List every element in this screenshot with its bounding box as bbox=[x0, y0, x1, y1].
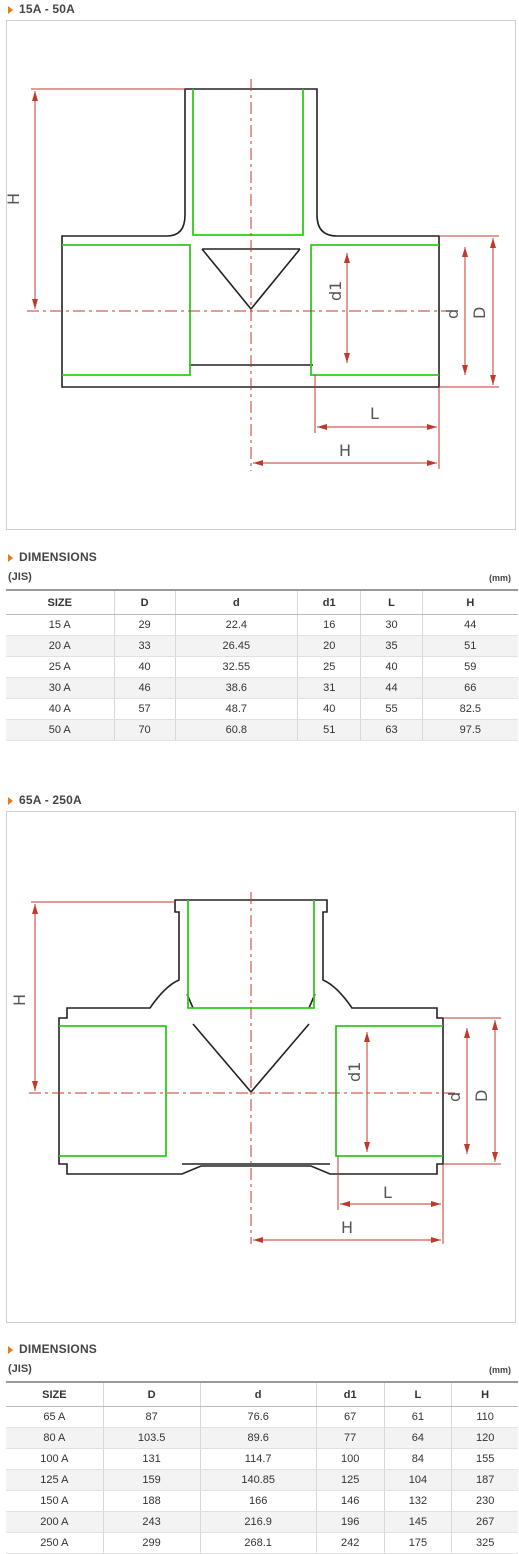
tee-diagram-large bbox=[6, 811, 516, 1323]
table-cell: 20 A bbox=[6, 636, 114, 657]
dim-label-D: D bbox=[470, 306, 489, 319]
table-cell: 35 bbox=[361, 636, 422, 657]
table-cell: 25 A bbox=[6, 657, 114, 678]
col-header: d1 bbox=[316, 1382, 384, 1407]
table-cell: 110 bbox=[452, 1407, 518, 1428]
table-cell: 33 bbox=[114, 636, 175, 657]
col-header: SIZE bbox=[6, 590, 114, 615]
table-row bbox=[6, 1491, 518, 1512]
unit-label-2: (mm) bbox=[489, 1365, 511, 1375]
table-cell: 175 bbox=[384, 1533, 452, 1554]
standard-label-2: (JIS) bbox=[8, 1363, 32, 1375]
table-cell: 66 bbox=[422, 678, 518, 699]
dimensions-heading-text: DIMENSIONS bbox=[19, 550, 98, 564]
col-header: d bbox=[175, 590, 297, 615]
table-cell: 159 bbox=[103, 1470, 200, 1491]
tee-drawing-small bbox=[4, 21, 515, 529]
dim-label-d: d bbox=[443, 308, 462, 319]
table-cell: 188 bbox=[103, 1491, 200, 1512]
table-cell: 299 bbox=[103, 1533, 200, 1554]
tee-diagram-small bbox=[6, 20, 516, 530]
table-cell: 87 bbox=[103, 1407, 200, 1428]
table-row bbox=[6, 1512, 518, 1533]
table-cell: 268.1 bbox=[200, 1533, 316, 1554]
table-cell: 15 A bbox=[6, 615, 114, 636]
table-cell: 82.5 bbox=[422, 699, 518, 720]
section-title-text: 15A - 50A bbox=[19, 2, 76, 16]
table-cell: 80 A bbox=[6, 1428, 103, 1449]
table-cell: 31 bbox=[297, 678, 360, 699]
bullet-arrow-icon bbox=[8, 554, 13, 562]
table-cell: 32.55 bbox=[175, 657, 297, 678]
table-cell: 100 A bbox=[6, 1449, 103, 1470]
table-cell: 250 A bbox=[6, 1533, 103, 1554]
table-cell: 196 bbox=[316, 1512, 384, 1533]
dimensions-heading-2 bbox=[8, 1342, 97, 1356]
dim-label-L: L bbox=[383, 1183, 392, 1202]
table-cell: 65 A bbox=[6, 1407, 103, 1428]
table-cell: 55 bbox=[361, 699, 422, 720]
table-cell: 20 bbox=[297, 636, 360, 657]
table-cell: 40 bbox=[114, 657, 175, 678]
dimensions-table-2 bbox=[6, 1381, 518, 1554]
table-cell: 114.7 bbox=[200, 1449, 316, 1470]
table-cell: 16 bbox=[297, 615, 360, 636]
table-cell: 125 bbox=[316, 1470, 384, 1491]
table-cell: 150 A bbox=[6, 1491, 103, 1512]
dim-label-H: H bbox=[4, 192, 23, 205]
section-title-1 bbox=[8, 2, 75, 16]
table-row bbox=[6, 678, 518, 699]
col-header: D bbox=[114, 590, 175, 615]
table-cell: 46 bbox=[114, 678, 175, 699]
table-cell: 200 A bbox=[6, 1512, 103, 1533]
dimensions-heading-text: DIMENSIONS bbox=[19, 1342, 98, 1356]
table-row bbox=[6, 615, 518, 636]
table-cell: 57 bbox=[114, 699, 175, 720]
table-row bbox=[6, 720, 518, 741]
table-row bbox=[6, 1407, 518, 1428]
dim-label-L: L bbox=[370, 404, 379, 423]
table-cell: 51 bbox=[422, 636, 518, 657]
table-cell: 38.6 bbox=[175, 678, 297, 699]
table-cell: 44 bbox=[422, 615, 518, 636]
table-cell: 77 bbox=[316, 1428, 384, 1449]
table-cell: 51 bbox=[297, 720, 360, 741]
table-cell: 325 bbox=[452, 1533, 518, 1554]
table-cell: 63 bbox=[361, 720, 422, 741]
bullet-arrow-icon bbox=[8, 1346, 13, 1354]
col-header: d bbox=[200, 1382, 316, 1407]
table-cell: 59 bbox=[422, 657, 518, 678]
table-row bbox=[6, 636, 518, 657]
table-body-1 bbox=[6, 615, 518, 741]
table-cell: 44 bbox=[361, 678, 422, 699]
table-cell: 30 bbox=[361, 615, 422, 636]
table-cell: 131 bbox=[103, 1449, 200, 1470]
col-header: d1 bbox=[297, 590, 360, 615]
table-cell: 76.6 bbox=[200, 1407, 316, 1428]
col-header: H bbox=[422, 590, 518, 615]
table-cell: 50 A bbox=[6, 720, 114, 741]
dim-label-H: H bbox=[10, 993, 29, 1006]
table-row bbox=[6, 1533, 518, 1554]
table-cell: 155 bbox=[452, 1449, 518, 1470]
col-header: SIZE bbox=[6, 1382, 103, 1407]
table-cell: 132 bbox=[384, 1491, 452, 1512]
table-cell: 267 bbox=[452, 1512, 518, 1533]
table-cell: 187 bbox=[452, 1470, 518, 1491]
dim-label-d: d bbox=[445, 1091, 464, 1102]
dimensions-heading-1 bbox=[8, 550, 97, 564]
table-cell: 61 bbox=[384, 1407, 452, 1428]
dim-label-H-bottom: H bbox=[339, 441, 352, 460]
bullet-arrow-icon bbox=[8, 797, 13, 805]
table-cell: 26.45 bbox=[175, 636, 297, 657]
dim-label-D: D bbox=[472, 1089, 491, 1102]
col-header: L bbox=[384, 1382, 452, 1407]
table-cell: 40 bbox=[297, 699, 360, 720]
table-cell: 40 bbox=[361, 657, 422, 678]
table-cell: 166 bbox=[200, 1491, 316, 1512]
table-cell: 70 bbox=[114, 720, 175, 741]
table-cell: 216.9 bbox=[200, 1512, 316, 1533]
table-cell: 48.7 bbox=[175, 699, 297, 720]
table-cell: 140.85 bbox=[200, 1470, 316, 1491]
table-header-row bbox=[6, 590, 518, 615]
table-cell: 243 bbox=[103, 1512, 200, 1533]
table-cell: 22.4 bbox=[175, 615, 297, 636]
bullet-arrow-icon bbox=[8, 6, 13, 14]
table-row bbox=[6, 1428, 518, 1449]
table-cell: 89.6 bbox=[200, 1428, 316, 1449]
section-title-2 bbox=[8, 793, 82, 807]
table-cell: 64 bbox=[384, 1428, 452, 1449]
col-header: H bbox=[452, 1382, 518, 1407]
table-header-row bbox=[6, 1382, 518, 1407]
table-cell: 84 bbox=[384, 1449, 452, 1470]
table-cell: 242 bbox=[316, 1533, 384, 1554]
table-cell: 230 bbox=[452, 1491, 518, 1512]
table-cell: 103.5 bbox=[103, 1428, 200, 1449]
table-row bbox=[6, 1449, 518, 1470]
table-cell: 100 bbox=[316, 1449, 384, 1470]
tee-drawing-large bbox=[7, 812, 515, 1322]
table-cell: 145 bbox=[384, 1512, 452, 1533]
table-body-2 bbox=[6, 1407, 518, 1554]
dim-label-d1: d1 bbox=[345, 1061, 364, 1082]
table-row bbox=[6, 657, 518, 678]
table-cell: 104 bbox=[384, 1470, 452, 1491]
standard-label-1: (JIS) bbox=[8, 571, 32, 583]
dimensions-table-1 bbox=[6, 589, 518, 741]
col-header: D bbox=[103, 1382, 200, 1407]
table-row bbox=[6, 699, 518, 720]
dim-label-d1: d1 bbox=[326, 280, 345, 301]
table-row bbox=[6, 1470, 518, 1491]
table-cell: 125 A bbox=[6, 1470, 103, 1491]
table-cell: 60.8 bbox=[175, 720, 297, 741]
section-title-text: 65A - 250A bbox=[19, 793, 82, 807]
table-cell: 67 bbox=[316, 1407, 384, 1428]
table-cell: 29 bbox=[114, 615, 175, 636]
table-cell: 40 A bbox=[6, 699, 114, 720]
table-cell: 25 bbox=[297, 657, 360, 678]
table-cell: 30 A bbox=[6, 678, 114, 699]
dim-label-H-bottom: H bbox=[341, 1218, 354, 1237]
col-header: L bbox=[361, 590, 422, 615]
table-cell: 97.5 bbox=[422, 720, 518, 741]
table-cell: 146 bbox=[316, 1491, 384, 1512]
unit-label-1: (mm) bbox=[489, 573, 511, 583]
table-cell: 120 bbox=[452, 1428, 518, 1449]
